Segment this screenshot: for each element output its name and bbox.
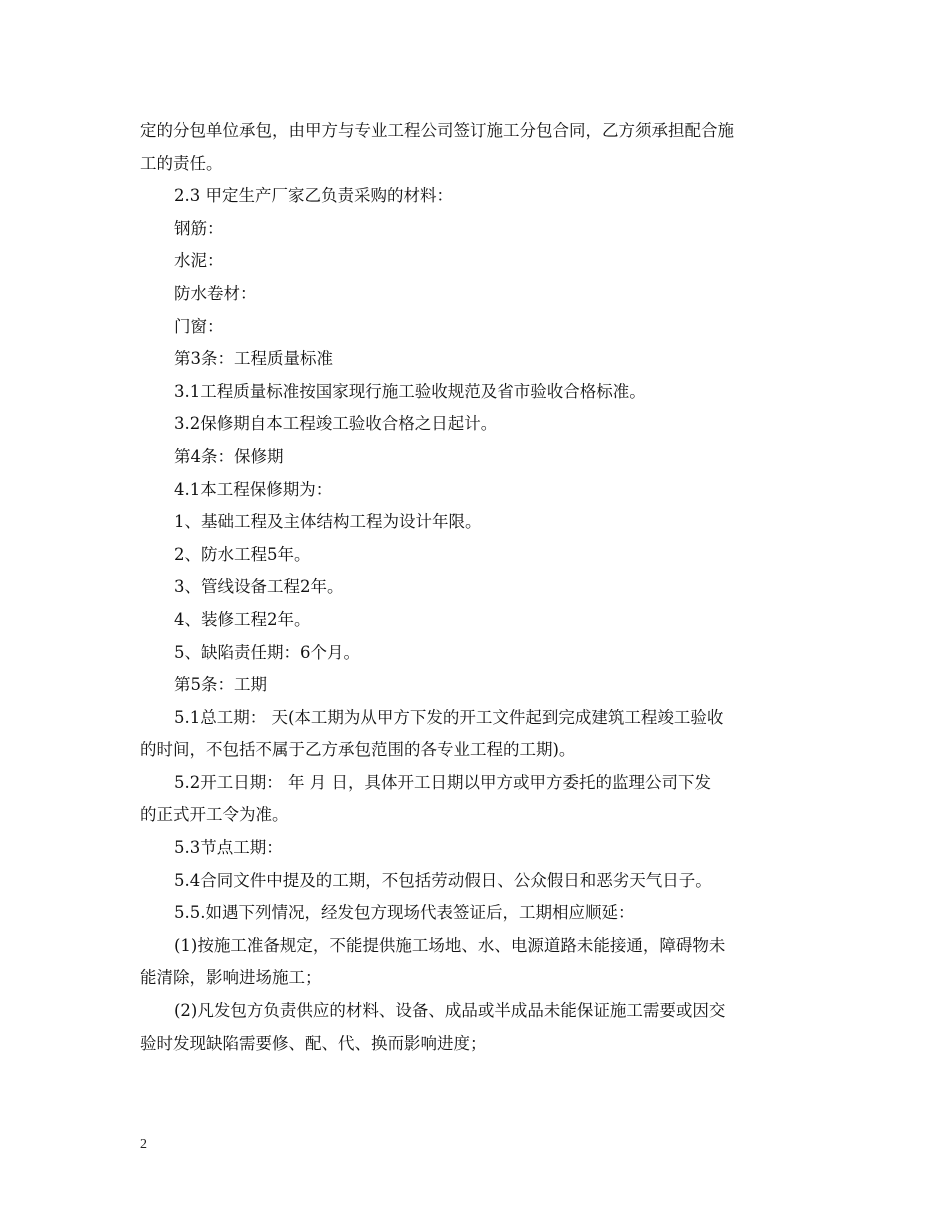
text-line: (1)按施工准备规定，不能提供施工场地、水、电源道路未能接通，障碍物未 xyxy=(174,935,726,955)
text-line: 第5条：工期 xyxy=(174,675,267,695)
text-line: 钢筋： xyxy=(174,218,224,238)
text-line: 3.2保修期自本工程竣工验收合格之日起计。 xyxy=(174,414,498,434)
text-line: 1、基础工程及主体结构工程为设计年限。 xyxy=(174,512,482,532)
text-line: 工的责任。 xyxy=(140,153,223,173)
text-line: 能清除，影响进场施工； xyxy=(140,968,322,988)
text-line: 水泥： xyxy=(174,251,224,271)
text-line: 的正式开工令为准。 xyxy=(140,805,289,825)
text-line: 验时发现缺陷需要修、配、代、换而影响进度； xyxy=(140,1033,487,1053)
text-line: 防水卷材： xyxy=(174,283,257,303)
text-line: 2、防水工程5年。 xyxy=(174,544,311,564)
document-body xyxy=(140,115,812,1060)
text-line: 5.5.如遇下列情况，经发包方现场代表签证后，工期相应顺延： xyxy=(174,903,635,923)
text-line: (2)凡发包方负责供应的材料、设备、成品或半成品未能保证施工需要或因交 xyxy=(174,1001,726,1021)
text-line: 5、缺陷责任期：6个月。 xyxy=(174,642,360,662)
text-line: 3.1工程质量标准按国家现行施工验收规范及省市验收合格标准。 xyxy=(174,381,646,401)
text-line: 第4条：保修期 xyxy=(174,446,284,466)
page-number: 2 xyxy=(140,1137,147,1152)
text-line: 4、装修工程2年。 xyxy=(174,609,311,629)
text-line: 5.3节点工期： xyxy=(174,838,283,858)
text-line: 的时间，不包括不属于乙方承包范围的各专业工程的工期)。 xyxy=(140,740,576,760)
text-line: 3、管线设备工程2年。 xyxy=(174,577,344,597)
text-line: 5.1总工期： 天(本工期为从甲方下发的开工文件起到完成建筑工程竣工验收 xyxy=(174,707,724,727)
text-line: 5.4合同文件中提及的工期，不包括劳动假日、公众假日和恶劣天气日子。 xyxy=(174,870,712,890)
text-line: 2.3 甲定生产厂家乙负责采购的材料： xyxy=(174,186,453,206)
text-line: 4.1本工程保修期为： xyxy=(174,479,333,499)
text-line: 第3条：工程质量标准 xyxy=(174,349,333,369)
text-line: 5.2开工日期： 年 月 日，具体开工日期以甲方或甲方委托的监理公司下发 xyxy=(174,772,711,792)
text-line: 门窗： xyxy=(174,316,224,336)
text-line: 定的分包单位承包，由甲方与专业工程公司签订施工分包合同，乙方须承担配合施 xyxy=(140,121,734,140)
